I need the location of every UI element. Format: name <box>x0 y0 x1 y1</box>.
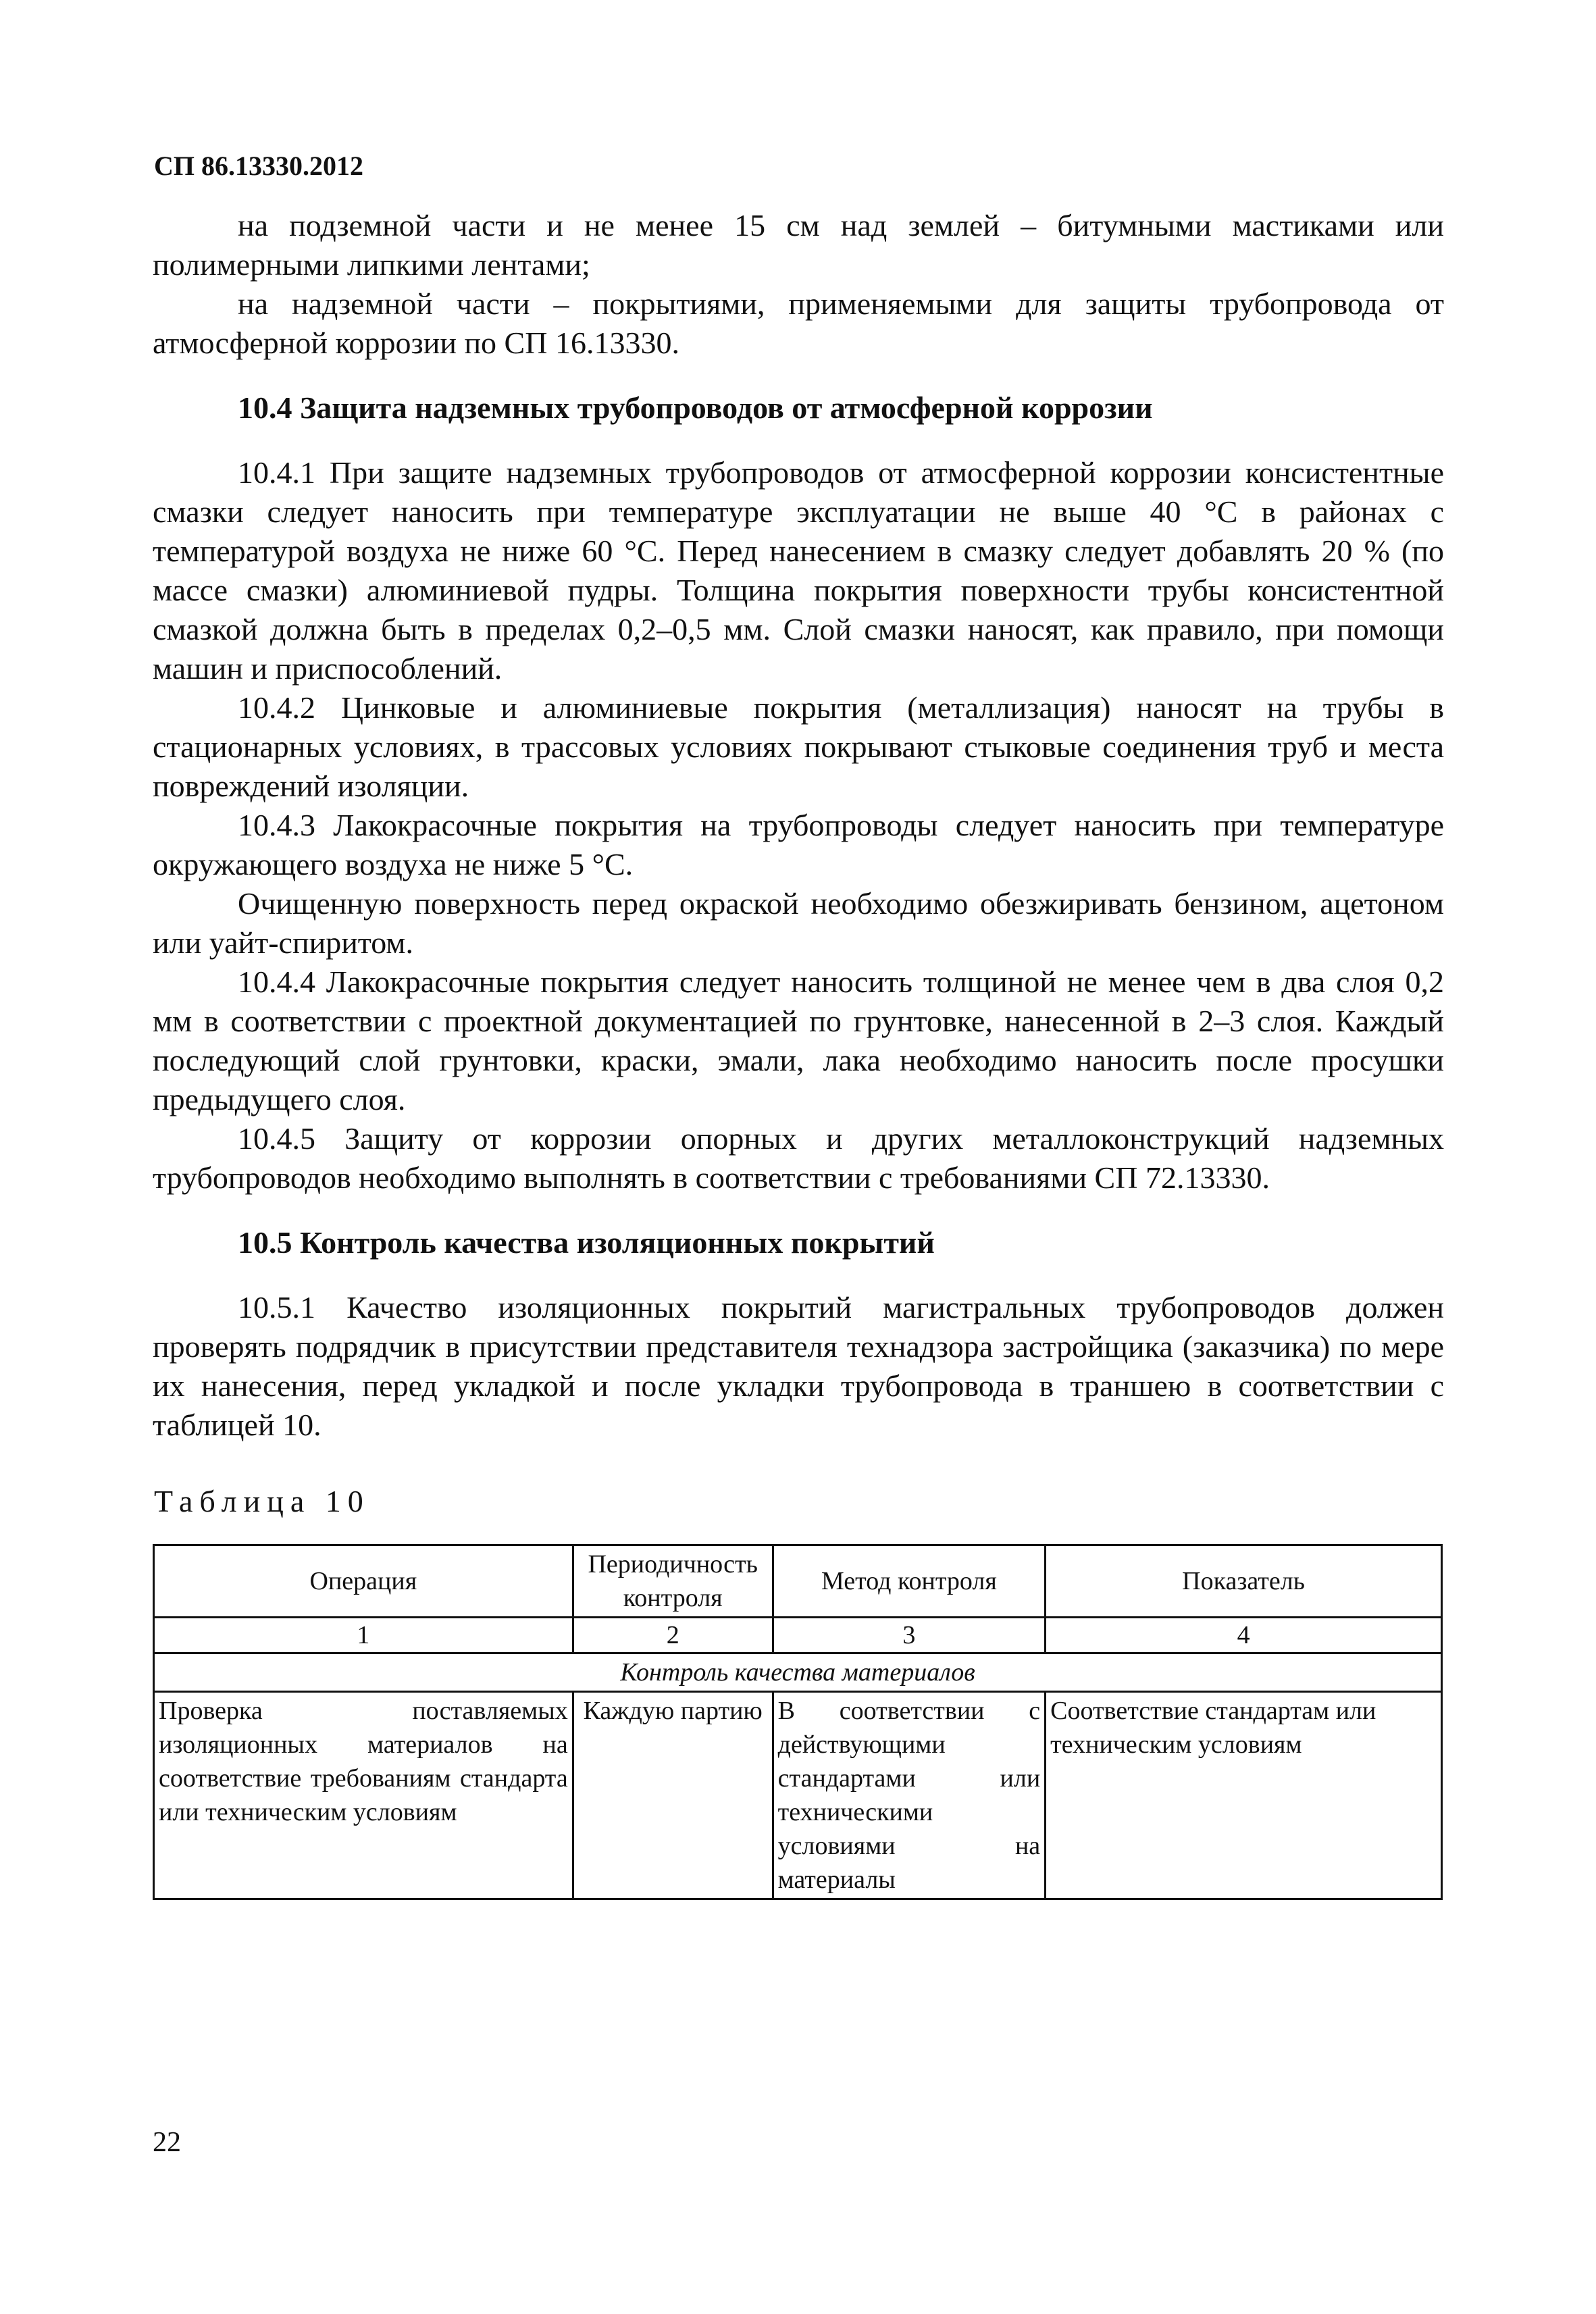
table-row <box>154 1692 1442 1899</box>
paragraph-10-4-3: 10.4.3 Лакокрасочные покрытия на трубопроводы следует наносить при температуре окружающего воздуха не ниже 5 °С. <box>153 808 1444 881</box>
column-number-3: 3 <box>773 1618 1046 1653</box>
cell-indicator: Соответствие стандартам или техническим условиям <box>1046 1692 1442 1899</box>
table-section-row <box>154 1653 1442 1692</box>
table-caption: Таблица 10 <box>154 1484 370 1518</box>
control-table <box>153 1544 1443 1900</box>
cell-frequency: Каждую партию <box>573 1692 773 1899</box>
document-code: СП 86.13330.2012 <box>154 151 363 181</box>
section-title-materials: Контроль качества материалов <box>154 1653 1442 1692</box>
section-heading-10-5: 10.5 Контроль качества изоляционных покрытий <box>238 1225 935 1260</box>
header-operation: Операция <box>154 1545 573 1618</box>
page-number: 22 <box>153 2127 181 2158</box>
header-method: Метод контроля <box>773 1545 1046 1618</box>
paragraph-10-4-4: 10.4.4 Лакокрасочные покрытия следует наносить толщиной не менее чем в два слоя 0,2 мм в соответствии с проектной документацией по грунтовке, нанесенной в 2–3 слоя. Каждый последующий слой грунтовки, краски, эмали, лака необходимо наносить после просушки предыдущего слоя. <box>153 965 1444 1116</box>
paragraph-10-4-3-cleaning: Очищенную поверхность перед окраской необходимо обезжиривать бензином, ацетоном или уайт-спиритом. <box>153 886 1444 960</box>
paragraph-10-4-5: 10.4.5 Защиту от коррозии опорных и других металлоконструкций надземных трубопроводов необходимо выполнять в соответствии с требованиями СП 72.13330. <box>153 1121 1444 1195</box>
table-header-row <box>154 1545 1442 1618</box>
table-column-numbers <box>154 1618 1442 1653</box>
column-number-2: 2 <box>573 1618 773 1653</box>
cell-method: В соответствии с действующими стандартами или техническими условиями на материалы <box>773 1692 1046 1899</box>
paragraph-intro-1: на подземной части и не менее 15 см над землей – битумными мастиками или полимерными липкими лентами; <box>153 208 1444 282</box>
cell-operation: Проверка поставляемых изоляционных материалов на соответствие требованиям стандарта или техническим условиям <box>154 1692 573 1899</box>
header-frequency: Периодичность контроля <box>573 1545 773 1618</box>
paragraph-10-4-1: 10.4.1 При защите надземных трубопроводов от атмосферной коррозии консистентные смазки следует наносить при температуре эксплуатации не выше 40 °С в районах с температурой воздуха не ниже 60 °С. Перед нанесением в смазку следует добавлять 20 % (по массе смазки) алюминиевой пудры. Толщина покрытия поверхности трубы консистентной смазкой должна быть в пределах 0,2–0,5 мм. Слой смазки наносят, как правило, при помощи машин и приспособлений. <box>153 455 1444 686</box>
header-indicator: Показатель <box>1046 1545 1442 1618</box>
paragraph-10-5-1: 10.5.1 Качество изоляционных покрытий магистральных трубопроводов должен проверять подрядчик в присутствии представителя технадзора застройщика (заказчика) по мере их нанесения, перед укладкой и после укладки трубопровода в траншею в соответствии с таблицей 10. <box>153 1290 1444 1442</box>
paragraph-10-4-2: 10.4.2 Цинковые и алюминиевые покрытия (металлизация) наносят на трубы в стационарных условиях, в трассовых условиях покрывают стыковые соединения труб и места повреждений изоляции. <box>153 690 1444 803</box>
paragraph-intro-2: на надземной части – покрытиями, применяемыми для защиты трубопровода от атмосферной коррозии по СП 16.13330. <box>153 286 1444 360</box>
section-heading-10-4: 10.4 Защита надземных трубопроводов от атмосферной коррозии <box>238 390 1153 425</box>
column-number-4: 4 <box>1046 1618 1442 1653</box>
column-number-1: 1 <box>154 1618 573 1653</box>
document-body <box>153 206 1444 1445</box>
